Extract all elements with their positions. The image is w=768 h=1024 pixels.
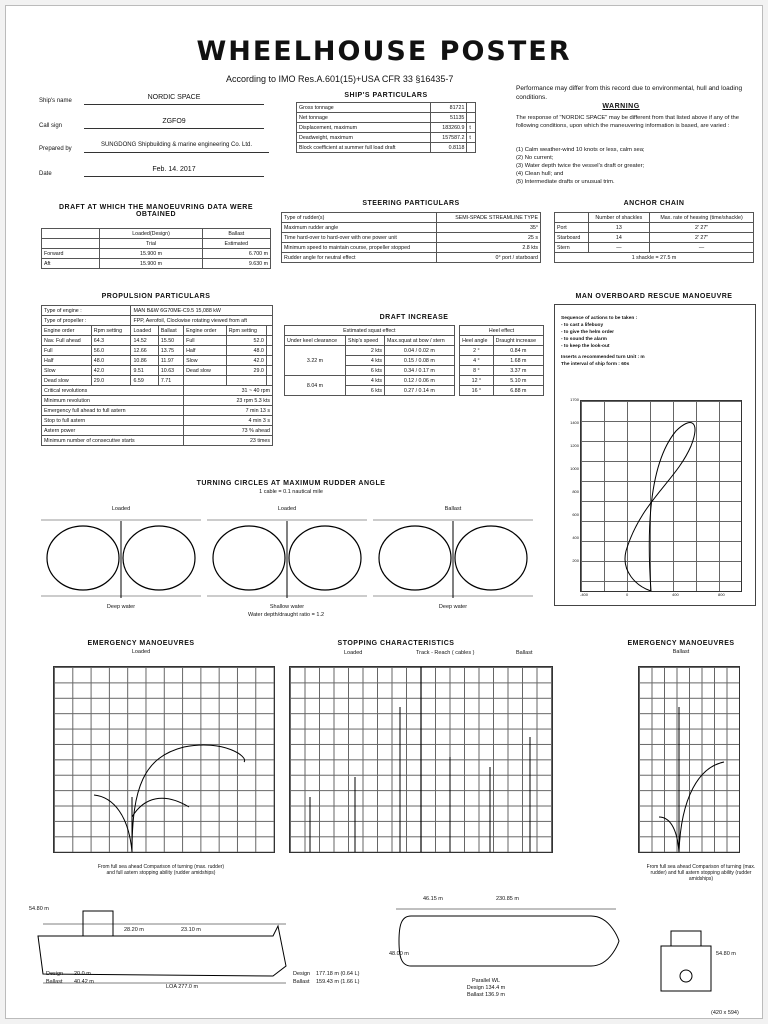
- table-cell: [42, 239, 100, 249]
- profile-d2-design-label: Design: [293, 971, 311, 977]
- table-cell: Engine order: [42, 326, 92, 336]
- emergency-left-track: [54, 667, 274, 852]
- table-cell: 2' 27": [650, 233, 754, 243]
- tick-label: 200: [572, 558, 579, 563]
- table-cell: Gross tonnage: [297, 103, 431, 113]
- table-cell: 52.0: [226, 336, 266, 346]
- table-cell: [266, 366, 272, 376]
- table-row: [555, 233, 754, 243]
- turning-panel: [373, 516, 533, 598]
- table-cell: 4 kts: [346, 356, 385, 366]
- table-cell: Type of rudder(s): [282, 213, 437, 223]
- turning-subtitle: 1 cable = 0.1 nautical mile: [259, 489, 323, 495]
- table-cell: Slow: [184, 356, 227, 366]
- plan-ballast: Ballast 136.9 m: [467, 992, 505, 998]
- table-cell: 6.59: [131, 376, 158, 386]
- table-cell: 0.8118: [431, 143, 467, 153]
- table-row: [297, 133, 476, 143]
- particulars-title: SHIP'S PARTICULARS: [344, 92, 428, 99]
- table-row: [42, 346, 273, 356]
- table-cell: [266, 336, 272, 346]
- table-row: [42, 386, 273, 396]
- table-cell: 4 kts: [346, 376, 385, 386]
- table-row: [282, 233, 541, 243]
- table-row: [555, 243, 754, 253]
- table-cell: Ship's speed: [346, 336, 385, 346]
- stopping-ballast: Ballast: [516, 650, 533, 656]
- mob-x-axis: [580, 592, 745, 600]
- table-cell: Dead slow: [184, 366, 227, 376]
- emergency-right-title: EMERGENCY MANOEUVRES: [627, 640, 735, 647]
- table-cell: 51135: [431, 113, 467, 123]
- tick-label: 800: [718, 592, 725, 597]
- table-cell: [184, 376, 227, 386]
- table-row: [285, 326, 544, 336]
- propulsion-table: [41, 305, 273, 446]
- ship-name-label: Ship's name: [39, 98, 72, 104]
- table-cell: Stop to full astern: [42, 416, 184, 426]
- table-row: [42, 416, 273, 426]
- footer-size: (420 x 594): [711, 1010, 739, 1016]
- table-cell: Max. rate of heaving (time/shackle): [650, 213, 754, 223]
- mob-instructions: [561, 315, 645, 368]
- table-cell: FPP, Aerofoil, Clockwise rotating viewed from aft: [131, 316, 273, 326]
- tick-label: 600: [572, 512, 579, 517]
- mob-line: - to cast a lifebuoy: [561, 323, 604, 328]
- table-cell: 6.700 m: [202, 249, 270, 259]
- plan-parallel: Parallel WL: [471, 978, 501, 984]
- table-cell: t: [467, 123, 476, 133]
- profile-d2-ballast-label: Ballast: [293, 979, 310, 985]
- tick-label: 1700: [570, 397, 579, 402]
- table-cell: 42.0: [91, 366, 131, 376]
- tick-label: 1200: [570, 443, 579, 448]
- table-cell: Estimated: [202, 239, 270, 249]
- table-cell: 14: [588, 233, 650, 243]
- list-item: (3) Water depth twice the vessel's draft or greater;: [516, 163, 645, 169]
- table-cell: Number of shackles: [588, 213, 650, 223]
- table-cell: Minimum number of consecutive starts: [42, 436, 184, 446]
- plan-design: Design 134.4 m: [466, 985, 506, 991]
- table-cell: Heel angle: [460, 336, 494, 346]
- table-cell: 4 min 3 s: [184, 416, 273, 426]
- table-cell: [226, 376, 266, 386]
- list-item: (5) Intermediate drafts or unusual trim.: [516, 179, 615, 185]
- table-cell: 2.8 kts: [437, 243, 541, 253]
- table-row: [285, 376, 544, 386]
- turning-panel-caption: Shallow water: [269, 604, 305, 610]
- profile-design-value: 20.0 m: [74, 971, 91, 977]
- table-cell: 64.3: [91, 336, 131, 346]
- profile-dim-3: 23.10 m: [181, 927, 201, 933]
- draft-table: [41, 228, 271, 269]
- table-cell: 16 °: [460, 386, 494, 396]
- table-cell: 0.15 / 0.08 m: [385, 356, 455, 366]
- emergency-left-subtitle: Loaded: [131, 649, 151, 655]
- emergency-left-title: EMERGENCY MANOEUVRES: [87, 640, 195, 647]
- turning-title: TURNING CIRCLES AT MAXIMUM RUDDER ANGLE: [196, 480, 386, 487]
- table-row: [42, 239, 271, 249]
- stopping-title: STOPPING CHARACTERISTICS: [337, 640, 455, 647]
- tick-label: 400: [572, 535, 579, 540]
- poster: [5, 5, 763, 1019]
- page-subtitle: According to IMO Res.A.601(15)+USA CFR 33 §16435-7: [226, 74, 454, 84]
- steering-title: STEERING PARTICULARS: [362, 200, 460, 207]
- table-cell: Estimated squat effect: [285, 326, 455, 336]
- table-cell: 14.52: [131, 336, 158, 346]
- table-cell: 0.84 m: [493, 346, 543, 356]
- table-cell: 23 times: [184, 436, 273, 446]
- table-cell: 13.75: [158, 346, 183, 356]
- table-cell: Minimum revolution: [42, 396, 184, 406]
- table-cell: 23 rpm 5.3 kts: [184, 396, 273, 406]
- call-sign: ZGFO9: [84, 118, 264, 129]
- table-cell: Nav. Full ahead: [42, 336, 92, 346]
- turning-panel-title: Ballast: [444, 506, 462, 512]
- table-cell: 42.0: [226, 356, 266, 366]
- profile-dim-2: 28.20 m: [124, 927, 144, 933]
- table-cell: t: [467, 133, 476, 143]
- table-cell: Type of propeller :: [42, 316, 131, 326]
- table-cell: Loaded(Design): [100, 229, 202, 239]
- mob-line: Sequence of actions to be taken :: [561, 316, 638, 321]
- table-cell: 0.04 / 0.02 m: [385, 346, 455, 356]
- call-sign-label: Call sign: [39, 123, 63, 129]
- table-cell: [266, 376, 272, 386]
- table-cell: Under keel clearance: [285, 336, 346, 346]
- table-cell: —: [588, 243, 650, 253]
- table-cell: 0° port / starboard: [437, 253, 541, 263]
- mob-line: Inserts a recommended turn Unit : m: [561, 355, 645, 360]
- table-cell: 3.22 m: [285, 346, 346, 376]
- table-row: [282, 213, 541, 223]
- table-cell: [266, 326, 272, 336]
- table-row: [285, 336, 544, 346]
- table-cell: Max.squat at bow / stern: [385, 336, 455, 346]
- profile-dim-height: 54.80 m: [29, 906, 49, 912]
- table-cell: Rpm setting: [91, 326, 131, 336]
- table-cell: 15.900 m: [100, 249, 202, 259]
- table-cell: Half: [42, 356, 92, 366]
- turning-panel-caption: Deep water: [106, 604, 136, 610]
- tick-label: -400: [580, 592, 589, 597]
- turning-ratio-note: Water depth/draught ratio = 1.2: [247, 612, 325, 618]
- table-row: [42, 436, 273, 446]
- table-cell: [467, 113, 476, 123]
- table-cell: 9.630 m: [202, 259, 270, 269]
- table-row: [42, 306, 273, 316]
- ship-profile-drawing: [28, 896, 293, 991]
- table-row: [42, 229, 271, 239]
- table-cell: Draught increase: [493, 336, 543, 346]
- table-row: [282, 223, 541, 233]
- turning-panel-title: Loaded: [277, 506, 297, 512]
- table-cell: 81721: [431, 103, 467, 113]
- profile-d2-ballast: 159.43 m (1.66 L): [316, 979, 360, 985]
- table-row: [555, 213, 754, 223]
- table-cell: Slow: [42, 366, 92, 376]
- table-cell: MAN B&W 6G70ME-C9.5 15,088 kW: [131, 306, 273, 316]
- warning-text: The response of "NORDIC SPACE" may be different from that listed above if any of the following conditions, upon which the maneuvering information is based, are varied :: [516, 115, 739, 129]
- turning-panel-caption: Deep water: [438, 604, 468, 610]
- turning-panel: [207, 516, 367, 598]
- turning-circles-drawing: [207, 516, 367, 598]
- ship-section-drawing: [656, 921, 716, 996]
- table-cell: Trial: [100, 239, 202, 249]
- profile-ballast-value: 40.42 m: [74, 979, 94, 985]
- table-cell: 11.97: [158, 356, 183, 366]
- table-cell: 29.0: [91, 376, 131, 386]
- draft-title: DRAFT AT WHICH THE MANOEUVRING DATA WERE OBTAINED: [58, 204, 254, 218]
- tick-label: 800: [572, 489, 579, 494]
- table-cell: 5.10 m: [493, 376, 543, 386]
- emergency-left-grid: [53, 666, 275, 853]
- table-cell: 56.0: [91, 346, 131, 356]
- table-cell: 48.0: [226, 346, 266, 356]
- table-cell: 31 ~ 40 rpm: [184, 386, 273, 396]
- table-row: [282, 253, 541, 263]
- table-cell: [467, 143, 476, 153]
- table-cell: [555, 213, 589, 223]
- warning-list: [516, 146, 756, 186]
- plan-dim-1: 46.15 m: [423, 896, 443, 902]
- table-cell: Deadweight, maximum: [297, 133, 431, 143]
- plan-dim-2: 230.85 m: [496, 896, 519, 902]
- emergency-right-grid: [638, 666, 740, 853]
- table-cell: 157587.2: [431, 133, 467, 143]
- table-cell: 35°: [437, 223, 541, 233]
- table-cell: Port: [555, 223, 589, 233]
- table-cell: 12 °: [460, 376, 494, 386]
- table-row: [297, 123, 476, 133]
- table-cell: Loaded: [131, 326, 158, 336]
- profile-loa: LOA 277.0 m: [166, 984, 199, 990]
- tick-label: 1000: [570, 466, 579, 471]
- table-cell: [266, 346, 272, 356]
- turning-circles-drawing: [41, 516, 201, 598]
- mob-panel: [554, 304, 756, 606]
- table-row: [555, 223, 754, 233]
- mob-title: MAN OVERBOARD RESCUE MANOEUVRE: [575, 293, 733, 300]
- table-cell: Type of engine :: [42, 306, 131, 316]
- table-row: [42, 336, 273, 346]
- emergency-right-subtitle: Ballast: [672, 649, 690, 655]
- table-cell: 0.34 / 0.17 m: [385, 366, 455, 376]
- table-cell: 12.66: [131, 346, 158, 356]
- mob-line: - to give the helm order: [561, 330, 615, 335]
- stopping-marks: [290, 667, 552, 852]
- table-cell: 10.63: [158, 366, 183, 376]
- table-cell: 25 s: [437, 233, 541, 243]
- mob-grid: [580, 400, 742, 592]
- table-row: [42, 406, 273, 416]
- table-row: [42, 249, 271, 259]
- table-cell: Minimum speed to maintain course, propeller stopped: [282, 243, 437, 253]
- table-cell: 13: [588, 223, 650, 233]
- table-cell: Rpm setting: [226, 326, 266, 336]
- mob-track: [581, 401, 741, 591]
- table-cell: Maximum rudder angle: [282, 223, 437, 233]
- table-row: [285, 346, 544, 356]
- table-cell: 0.27 / 0.14 m: [385, 386, 455, 396]
- table-row: [42, 426, 273, 436]
- ship-name: NORDIC SPACE: [84, 94, 264, 105]
- table-cell: Forward: [42, 249, 100, 259]
- table-cell: 2 °: [460, 346, 494, 356]
- turning-panel-title: Loaded: [111, 506, 131, 512]
- emergency-left-caption: From full sea ahead Comparison of turning (max. rudder) and full astern stopping ability (rudder amidships): [97, 864, 225, 876]
- table-cell: SEMI-SPADE STREAMLINE TYPE: [437, 213, 541, 223]
- profile-design-label: Design: [46, 971, 64, 977]
- prepared-label: Prepared by: [39, 146, 72, 152]
- table-cell: Half: [184, 346, 227, 356]
- emergency-right-caption: From full sea ahead Comparison of turning (max. rudder) and full astern stopping ability (rudder amidships): [646, 864, 756, 882]
- table-row: [297, 113, 476, 123]
- table-cell: Starboard: [555, 233, 589, 243]
- table-cell: Critical revolutions: [42, 386, 184, 396]
- table-cell: 6.88 m: [493, 386, 543, 396]
- table-cell: [266, 356, 272, 366]
- date-value: Feb. 14. 2017: [84, 166, 264, 177]
- stopping-grid: [289, 666, 553, 853]
- particulars-table: [296, 102, 476, 153]
- tick-label: 1400: [570, 420, 579, 425]
- table-cell: —: [650, 243, 754, 253]
- table-row: [42, 376, 273, 386]
- emergency-right-track: [639, 667, 739, 852]
- table-cell: Net tonnage: [297, 113, 431, 123]
- table-cell: Ballast: [158, 326, 183, 336]
- table-cell: Dead slow: [42, 376, 92, 386]
- table-cell: 48.0: [91, 356, 131, 366]
- table-cell: Stern: [555, 243, 589, 253]
- table-cell: Emergency full ahead to full astern: [42, 406, 184, 416]
- table-row: [42, 316, 273, 326]
- table-cell: 7.71: [158, 376, 183, 386]
- table-cell: Rudder angle for neutral effect: [282, 253, 437, 263]
- table-cell: 29.0: [226, 366, 266, 376]
- table-cell: 1 shackle = 27.5 m: [555, 253, 754, 263]
- tick-label: 400: [672, 592, 679, 597]
- table-row: [555, 253, 754, 263]
- list-item: (2) No current;: [516, 155, 554, 161]
- table-cell: Ballast: [202, 229, 270, 239]
- table-cell: 15.900 m: [100, 259, 202, 269]
- date-label: Date: [39, 171, 52, 177]
- table-cell: Astern power: [42, 426, 184, 436]
- turning-panel: [41, 516, 201, 598]
- table-cell: 8.04 m: [285, 376, 346, 396]
- table-cell: [42, 229, 100, 239]
- table-cell: 3.37 m: [493, 366, 543, 376]
- plan-beam: 48.00 m: [389, 951, 409, 957]
- table-cell: 4 °: [460, 356, 494, 366]
- list-item: (1) Calm weather-wind 10 knots or less, calm sea;: [516, 147, 645, 153]
- table-cell: 6 kts: [346, 386, 385, 396]
- ship-plan-drawing: [391, 901, 621, 981]
- section-height: 54.80 m: [716, 951, 736, 957]
- table-cell: 8 °: [460, 366, 494, 376]
- mob-line: - to keep the look-out: [561, 344, 610, 349]
- profile-ballast-label: Ballast: [46, 979, 63, 985]
- table-row: [42, 356, 273, 366]
- table-cell: [467, 103, 476, 113]
- table-cell: Heel effect: [460, 326, 544, 336]
- table-cell: 1.68 m: [493, 356, 543, 366]
- table-cell: 6 kts: [346, 366, 385, 376]
- table-cell: 9.51: [131, 366, 158, 376]
- turning-circles-drawing: [373, 516, 533, 598]
- page-title: WHEELHOUSE POSTER: [196, 36, 572, 67]
- performance-note: Performance may differ from this record due to environmental, hull and loading conditions.: [516, 85, 743, 101]
- table-cell: 15.50: [158, 336, 183, 346]
- table-cell: Engine order: [184, 326, 227, 336]
- table-row: [42, 366, 273, 376]
- table-cell: 0.12 / 0.06 m: [385, 376, 455, 386]
- draft-increase-title: DRAFT INCREASE: [379, 314, 449, 321]
- stopping-track: Track - Reach ( cables ): [416, 650, 475, 656]
- table-cell: Aft: [42, 259, 100, 269]
- list-item: (4) Clean hull; and: [516, 171, 564, 177]
- table-cell: 183260.9: [431, 123, 467, 133]
- profile-d2-design: 177.18 m (0.64 L): [316, 971, 360, 977]
- table-cell: Block coefficient at summer full load draft: [297, 143, 431, 153]
- table-cell: 73 % ahead: [184, 426, 273, 436]
- table-cell: 2' 27": [650, 223, 754, 233]
- mob-y-axis: [559, 397, 579, 592]
- table-row: [42, 396, 273, 406]
- table-cell: 2 kts: [346, 346, 385, 356]
- table-cell: Time hard-over to hard-over with one power unit: [282, 233, 437, 243]
- table-cell: Full: [42, 346, 92, 356]
- propulsion-title: PROPULSION PARTICULARS: [101, 293, 211, 300]
- mob-line: - to sound the alarm: [561, 337, 607, 342]
- tick-label: 0: [626, 592, 629, 597]
- table-row: [297, 143, 476, 153]
- mob-line: The interval of ship form : 60s: [561, 362, 630, 367]
- stopping-loaded: Loaded: [344, 650, 363, 656]
- table-cell: 10.86: [131, 356, 158, 366]
- table-cell: Displacement, maximum: [297, 123, 431, 133]
- anchor-title: ANCHOR CHAIN: [623, 200, 685, 207]
- anchor-table: [554, 212, 754, 263]
- table-cell: 7 min 13 s: [184, 406, 273, 416]
- warning-title: WARNING: [602, 103, 640, 110]
- steering-table: [281, 212, 541, 263]
- table-row: [42, 326, 273, 336]
- table-row: [282, 243, 541, 253]
- table-cell: Full: [184, 336, 227, 346]
- prepared-by: SUNGDONG Shipbuilding & marine engineering Co. Ltd.: [84, 142, 269, 153]
- table-row: [297, 103, 476, 113]
- draft-increase-table: [284, 325, 544, 396]
- table-row: [42, 259, 271, 269]
